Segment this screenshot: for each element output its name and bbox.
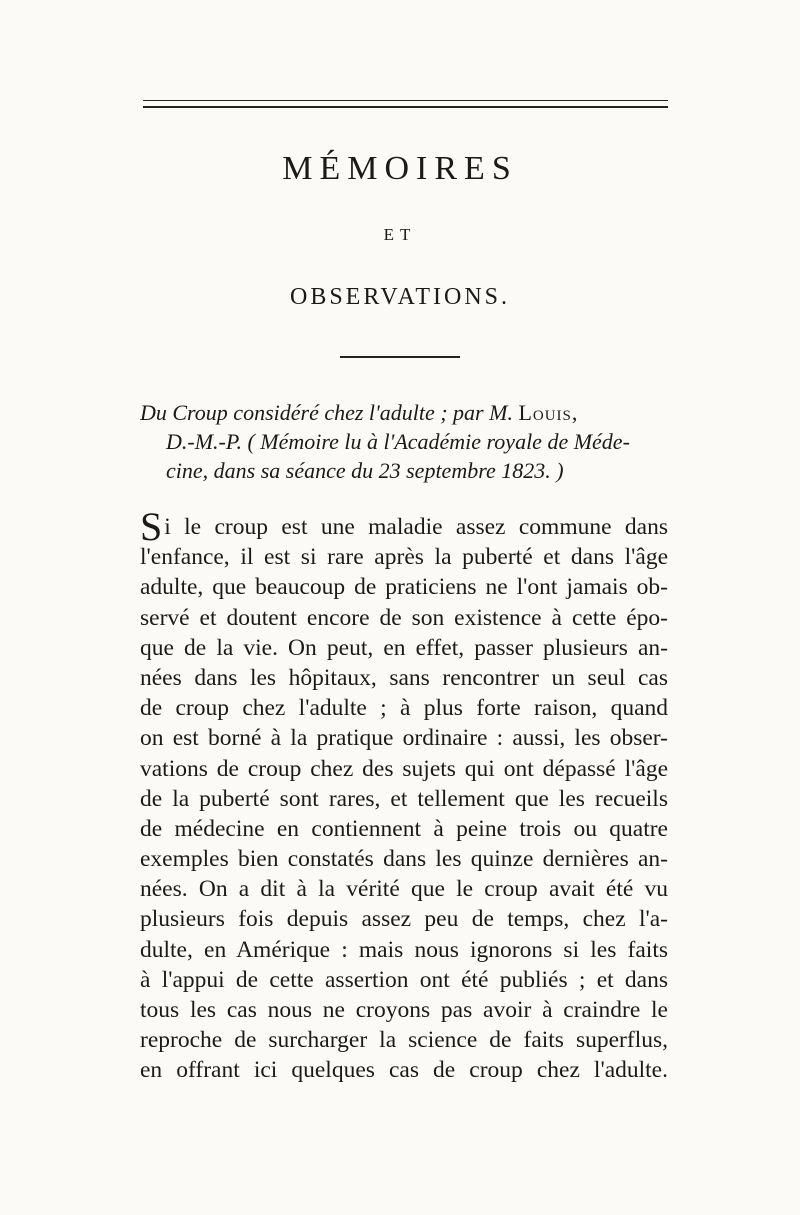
body-line: exemples bien constatés dans les quinze dernières an- xyxy=(140,846,668,873)
body-line: nées dans les hôpitaux, sans rencontrer un seul cas xyxy=(140,664,668,691)
author-name: Louis, xyxy=(518,400,579,425)
body-line: plusieurs fois depuis assez peu de temps, chez l'a- xyxy=(140,906,668,933)
body-line: on est borné à la pratique ordinaire : aussi, les obser- xyxy=(140,725,668,752)
body-line: reproche de surcharger la science de faits superflus, xyxy=(140,1027,668,1054)
body-line: tous les cas nous ne croyons pas avoir à craindre le xyxy=(140,997,668,1023)
subtitle-text-1: Du Croup considéré chez l'adulte ; par M. xyxy=(140,400,513,425)
body-line: de la puberté sont rares, et tellement que les recueils xyxy=(140,785,668,812)
header-double-rule xyxy=(143,100,668,108)
body-line: de médecine en contiennent à peine trois ou quatre xyxy=(140,815,668,842)
subtitle-line-1 xyxy=(140,398,665,427)
body-line-1-text: i le croup est une maladie assez commune dans xyxy=(164,514,668,540)
body-line-last: en offrant ici quelques cas de croup chez l'adulte. xyxy=(140,1057,668,1084)
title-conjunction: ET xyxy=(383,225,417,244)
subtitle-line-2: D.-M.-P. ( Mémoire lu à l'Académie royale de Méde- xyxy=(166,429,630,454)
body-line: de croup chez l'adulte ; à plus forte raison, quand xyxy=(140,695,668,722)
section-title-2: OBSERVATIONS. xyxy=(289,284,510,310)
section-title: MÉMOIRES xyxy=(282,150,518,187)
body-line: à l'appui de cette assertion ont été publiés ; et dans xyxy=(140,966,668,993)
body-line: que de la vie. On peut, en effet, passer plusieurs an- xyxy=(140,634,668,661)
article-body xyxy=(140,504,668,1086)
body-line: adulte, que beaucoup de praticiens ne l'ont jamais ob- xyxy=(140,574,668,601)
body-line: servé et doutent encore de son existence à cette épo- xyxy=(140,604,668,631)
body-line: vations de croup chez des sujets qui ont dépassé l'âge xyxy=(140,755,668,782)
body-line-1 xyxy=(140,504,668,549)
body-line: nées. On a dit à la vérité que le croup avait été vu xyxy=(140,876,668,903)
body-line: l'enfance, il est si rare après la puberté et dans l'âge xyxy=(140,544,668,571)
body-line: dulte, en Amérique : mais nous ignorons si les faits xyxy=(140,936,668,963)
article-subtitle xyxy=(140,398,665,485)
subtitle-line-3: cine, dans sa séance du 23 septembre 1823. ) xyxy=(166,458,564,483)
title-separator-rule xyxy=(340,356,460,358)
drop-cap: S xyxy=(140,504,163,549)
